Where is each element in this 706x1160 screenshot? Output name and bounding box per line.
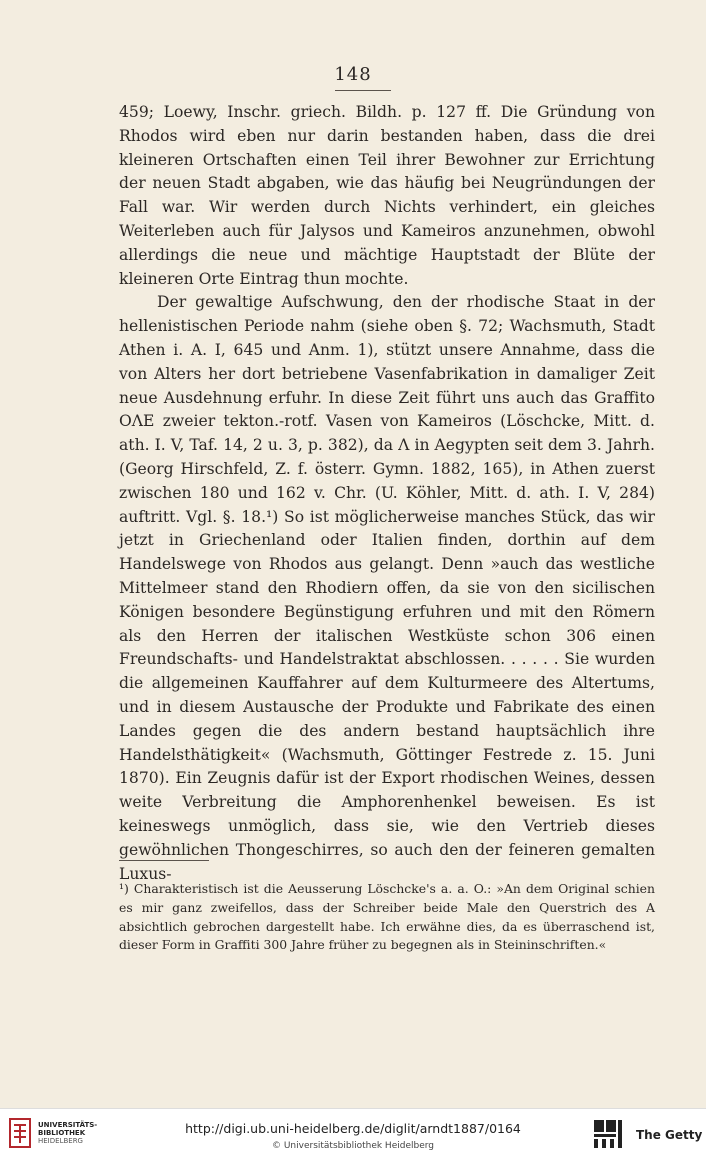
copyright-notice: © Universitätsbibliothek Heidelberg	[271, 1141, 434, 1151]
body-text	[119, 101, 655, 886]
viewer-footer	[0, 1108, 706, 1160]
footnote: ¹) Charakteristisch ist die Aeusserung Löschcke's a. a. O.: »An dem Original schien es mir ganz zweifellos, dass der Schreiber beide Male den Querstrich des A absichtlich gebrochen dargestellt habe. Ich erwähne dies, da es überraschend ist, dieser Form in Graffiti 300 Jahre früher zu begegnen als in Steininschriften.«	[119, 881, 655, 953]
page-number-rule	[335, 90, 391, 91]
footnote-rule	[119, 860, 209, 861]
getty-logo-icon	[592, 1118, 628, 1150]
permalink-url[interactable]: http://digi.ub.uni-heidelberg.de/diglit/arndt1887/0164	[185, 1121, 521, 1136]
paragraph-2: Der gewaltige Aufschwung, den der rhodische Staat in der hellenistischen Periode nahm (siehe oben §. 72; Wachsmuth, Stadt Athen i. A. I, 645 und Anm. 1), stützt unsere Annahme, dass die von Alters her dort betriebene Vasenfabrikation in damaliger Zeit neue Ausdehnung erfuhr. In diese Zeit führt uns auch das Graffito ΟΛΕ zweier tekton.-rotf. Vasen von Kameiros (Löschcke, Mitt. d. ath. I. V, Taf. 14, 2 u. 3, p. 382), da Λ in Aegypten seit dem 3. Jahrh. (Georg Hirschfeld, Z. f. österr. Gymn. 1882, 165), in Athen zuerst zwischen 180 und 162 v. Chr. (U. Köhler, Mitt. d. ath. I. V, 284) auftritt. Vgl. §. 18.¹) So ist möglicherweise manches Stück, das wir jetzt in Griechenland oder Italien finden, dorthin auf dem Handelswege von Rhodos aus gelangt. Denn »auch das westliche Mittelmeer stand den Rhodiern offen, da sie von den sicilischen Königen besondere Begünstigung erfuhren und mit den Römern als den Herren der italischen Westküste schon 306 einen Freundschafts- und Handelstraktat abschlossen. . . . . . Sie wurden die allgemeinen Kauffahrer auf dem Kulturmeere des Altertums, und in diesem Austausche der Produkte und Fabrikate des einen Landes gegen die des andern bestand hauptsächlich ihre Handelsthätigkeit« (Wachsmuth, Göttinger Festrede z. 15. Juni 1870). Ein Zeugnis dafür ist der Export rhodischen Weines, dessen weite Verbreitung die Amphorenhenkel beweisen. Es ist keineswegs unmöglich, dass sie, wie den Vertrieb dieses gewöhnlichen Thongeschirres, so auch den der feineren gemalten Luxus-	[119, 293, 655, 883]
library-name: UNIVERSITÄTS- BIBLIOTHEK HEIDELBERG	[38, 1121, 98, 1145]
page-number: 148	[334, 64, 372, 85]
partner-name: The Getty	[636, 1128, 703, 1142]
paragraph-1: 459; Loewy, Inschr. griech. Bildh. p. 127 ff. Die Gründung von Rhodos wird eben nur darin bestanden haben, dass die drei kleineren Ortschaften einen Teil ihrer Bewohner zur Errichtung der neuen Stadt abgaben, wie das häufig bei Neugründungen der Fall war. Wir werden durch Nichts verhindert, ein gleiches Weiterleben auch für Jalysos und Kameiros anzunehmen, obwohl allerdings die neue und mächtige Hauptstadt der Blüte der kleineren Orte Eintrag thun mochte.	[119, 103, 655, 288]
